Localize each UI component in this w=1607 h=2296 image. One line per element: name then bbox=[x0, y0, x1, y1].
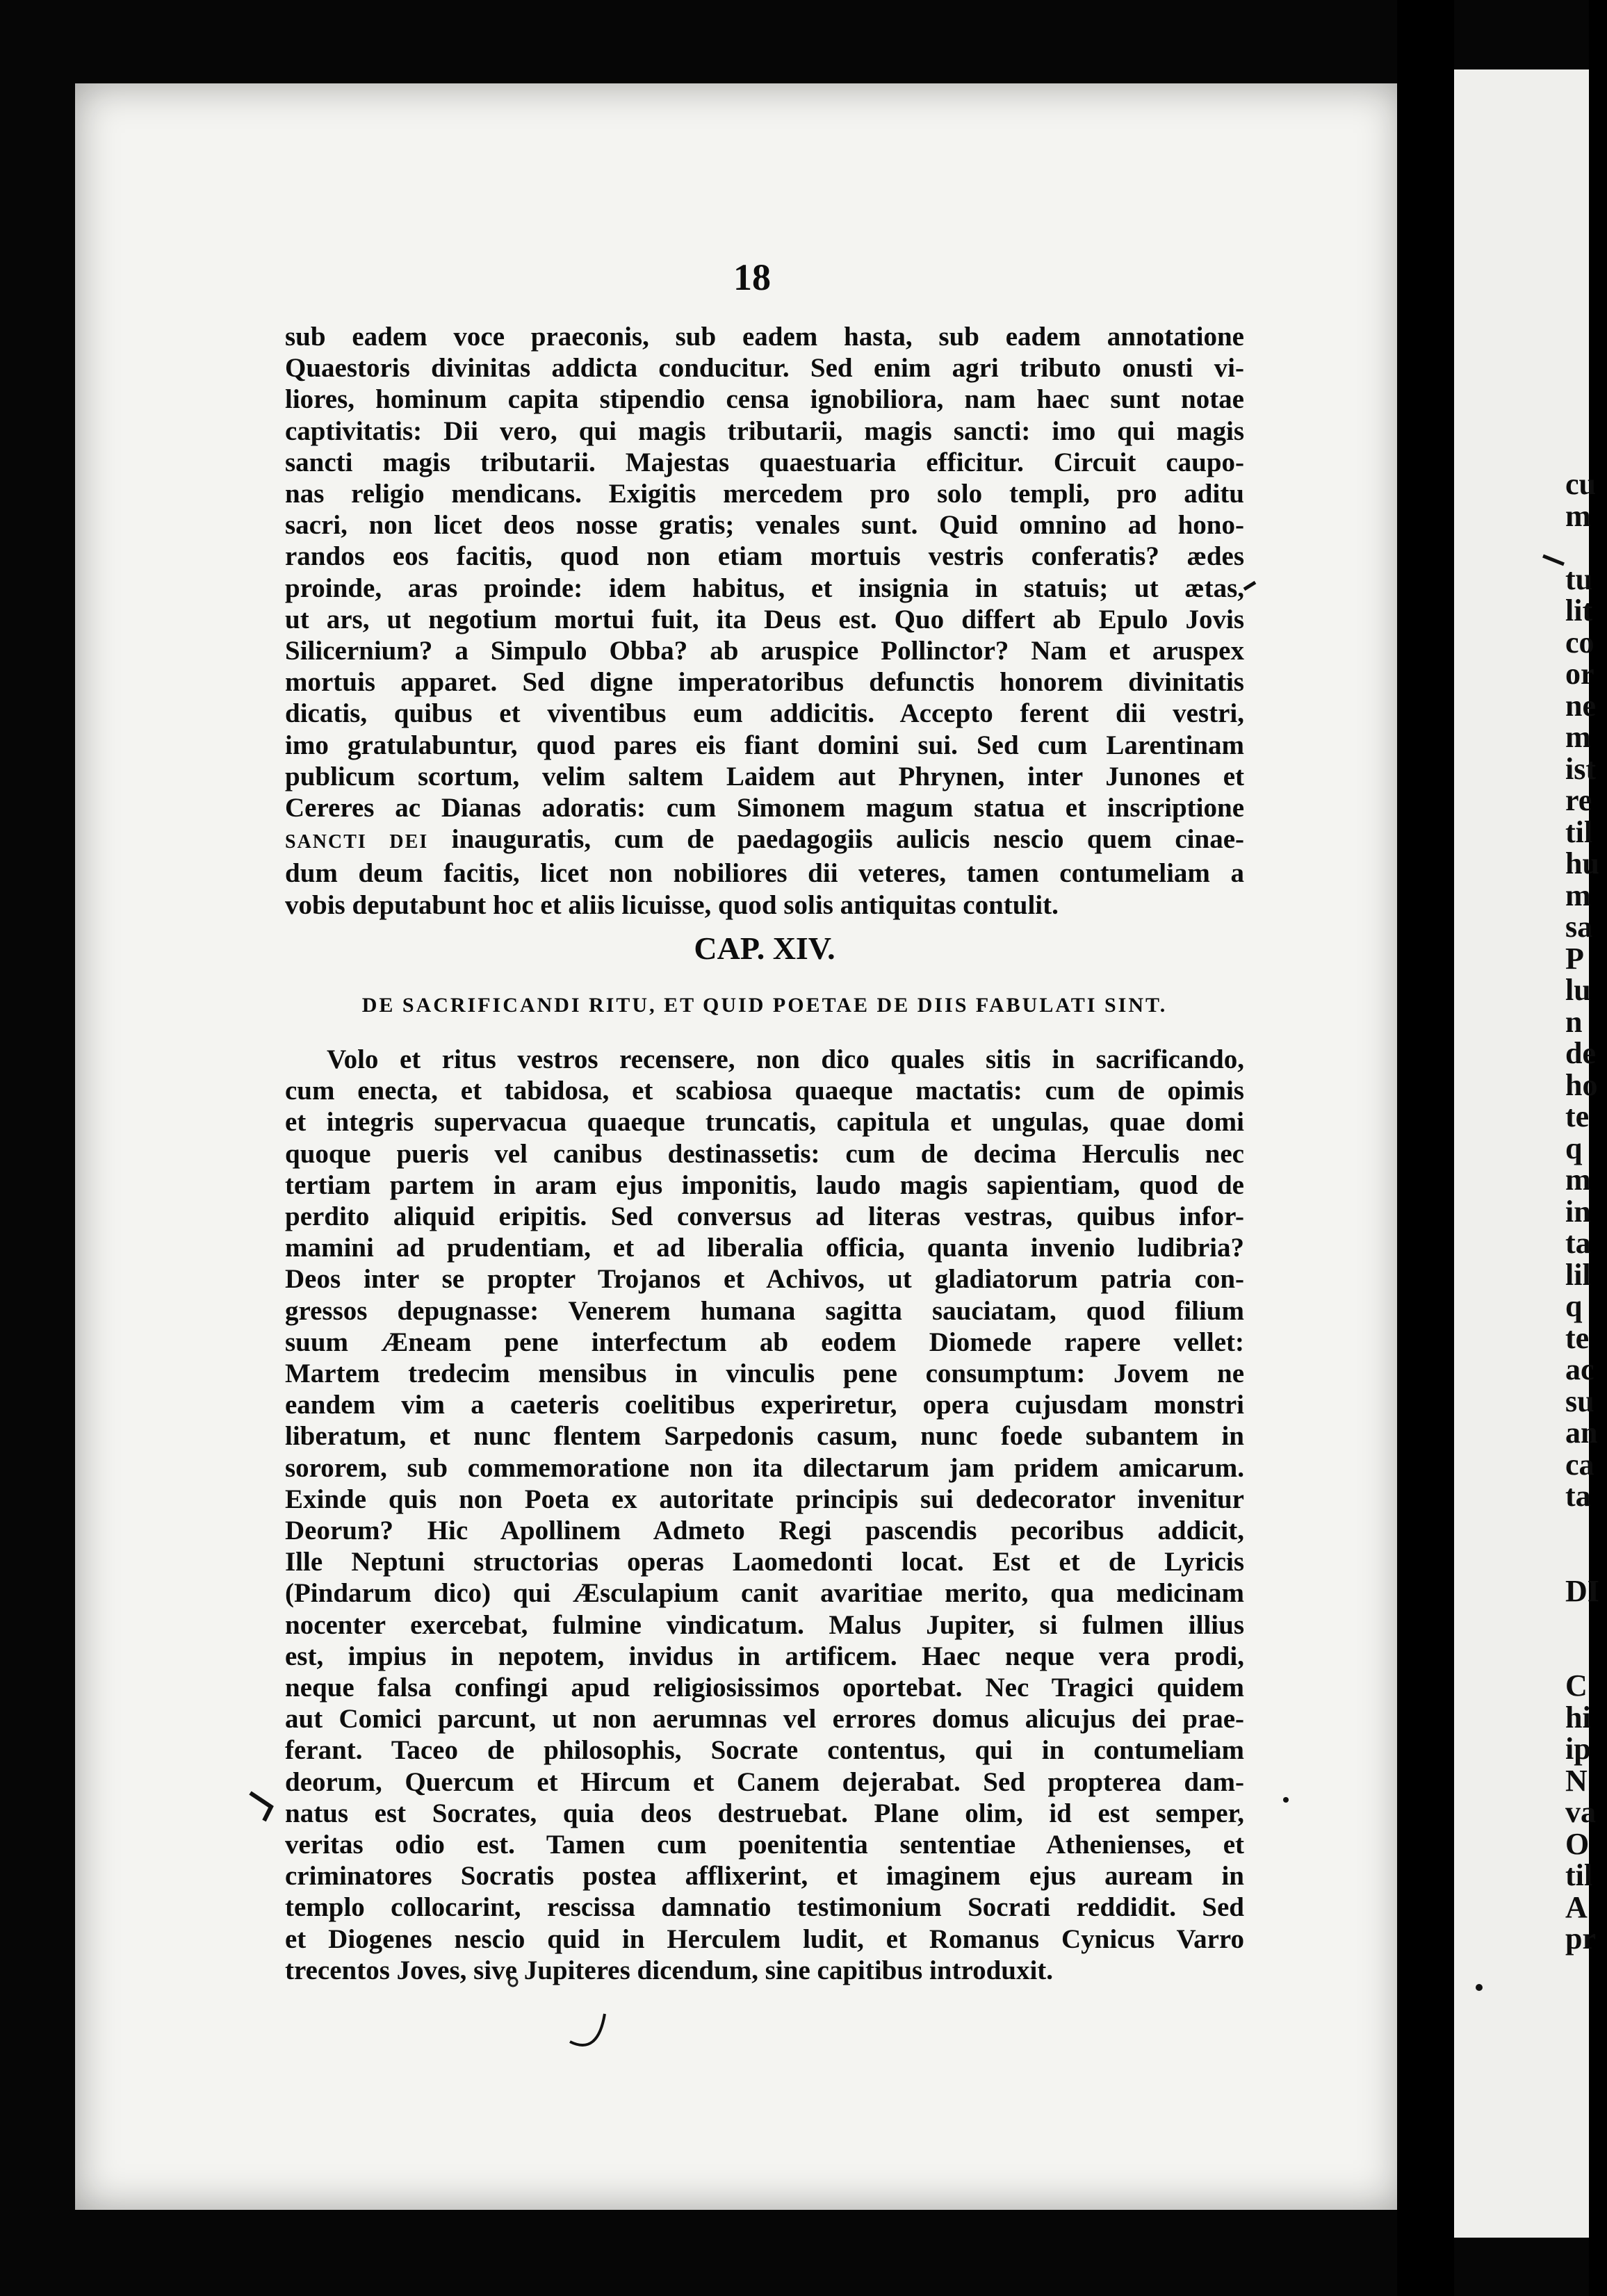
text-line: nas religio mendicans. Exigitis mercedem pro solo templi, pro aditu bbox=[285, 479, 1244, 509]
text-line: neque falsa confingi apud religiosissimos oportebat. Nec Tragici quidem bbox=[285, 1673, 1244, 1703]
facing-page-fragment: DI bbox=[1565, 1573, 1599, 1608]
text-line: sancti magis tributarii. Majestas quaestuaria efficitur. Circuit caupo- bbox=[285, 447, 1244, 477]
text-line: templo collocarint, rescissa damnatio testimonium Socrati reddidit. Sed bbox=[285, 1892, 1244, 1923]
facing-page-fragment: A bbox=[1565, 1889, 1588, 1924]
text-line: liberatum, et nunc flentem Sarpedonis casum, nunc foede subantem in bbox=[285, 1421, 1244, 1452]
text-line: veritas odio est. Tamen cum poenitentia sententiae Athenienses, et bbox=[285, 1830, 1244, 1860]
facing-page-fragment: O bbox=[1565, 1826, 1590, 1861]
facing-page-fragment: m bbox=[1565, 1163, 1591, 1197]
facing-page-fragment: te bbox=[1565, 1099, 1590, 1133]
facing-page-fragment: n bbox=[1565, 1004, 1583, 1039]
text-line: liores, hominum capita stipendio censa ignobiliora, nam haec sunt notae bbox=[285, 384, 1244, 415]
facing-page-fragment: ca bbox=[1565, 1447, 1594, 1482]
text-line: quoque pueris vel canibus destinassetis: cum de decima Herculis nec bbox=[285, 1138, 1244, 1169]
facing-page-fragment: ip bbox=[1565, 1732, 1591, 1766]
text-line: (Pindarum dico) qui Æsculapium canit avaritiae merito, qua medicinam bbox=[285, 1578, 1244, 1609]
facing-page-fragment: P bbox=[1565, 941, 1584, 976]
text-line: ferant. Taceo de philosophis, Socrate contentus, qui in contumeliam bbox=[285, 1735, 1244, 1766]
text-line: aut Comici parcunt, ut non aerumnas vel errores domus alicujus dei prae- bbox=[285, 1704, 1244, 1735]
text-line: trecentos Joves, sive Jupiteres dicendum, sine capitibus introduxit. bbox=[285, 1955, 1054, 1985]
facing-page-fragment: pr bbox=[1565, 1921, 1596, 1955]
facing-page-fragment: re bbox=[1565, 783, 1592, 817]
facing-page-fragment: co bbox=[1565, 625, 1594, 659]
page-number: 18 bbox=[733, 256, 771, 298]
text-line: dicatis, quibus et viventibus eum addicitis. Accepto ferent dii vestri, bbox=[285, 698, 1244, 729]
facing-page-fragment: lit bbox=[1565, 593, 1593, 628]
text-line: mamini ad prudentiam, et ad liberalia officia, quanta invenio ludibria? bbox=[285, 1233, 1244, 1263]
text-line: Exinde quis non Poeta ex autoritate principis sui dedecorator invenitur bbox=[285, 1484, 1244, 1514]
text-line: sub eadem voce praeconis, sub eadem hasta, sub eadem annotatione bbox=[285, 322, 1244, 352]
text-line: et integris supervacua quaeque truncatis, capitula et ungulas, quae domi bbox=[285, 1107, 1244, 1138]
text-line: Volo et ritus vestros recensere, non dico quales sitis in sacrificando, bbox=[327, 1044, 1244, 1074]
text-line: natus est Socrates, quia deos destruebat. Plane olim, id est semper, bbox=[285, 1798, 1244, 1828]
facing-page-fragment: cu bbox=[1565, 467, 1596, 501]
text-line: cum enecta, et tabidosa, et scabiosa quaeque mactatis: cum de opimis bbox=[285, 1076, 1244, 1106]
text-line: randos eos facitis, quod non etiam mortuis vestris conferatis? ædes bbox=[285, 541, 1244, 572]
facing-page-fragment: te bbox=[1565, 1320, 1590, 1355]
text-line: publicum scortum, velim saltem Laidem aut Phrynen, inter Junones et bbox=[285, 761, 1244, 792]
facing-page-fragment: til bbox=[1565, 814, 1593, 849]
text-line: eandem vim a caeteris coelitibus experiretur, opera cujusdam monstri bbox=[285, 1390, 1244, 1420]
facing-page-fragment: ta bbox=[1565, 1226, 1591, 1260]
facing-page-fragment: ho bbox=[1565, 1067, 1598, 1102]
text-line: vobis deputabunt hoc et aliis licuisse, quod solis antiquitas contulit. bbox=[285, 889, 1059, 920]
text-line: proinde, aras proinde: idem habitus, et insignia in statuis; ut ætas, bbox=[285, 573, 1244, 603]
facing-page-fragment: ta bbox=[1565, 1479, 1591, 1513]
text-line: suum Æneam pene interfectum ab eodem Diomede rapere vellet: bbox=[285, 1327, 1244, 1357]
text-line: Ille Neptuni structorias operas Laomedonti locat. Est et de Lyricis bbox=[285, 1547, 1244, 1577]
facing-page-fragment: va bbox=[1565, 1795, 1596, 1829]
text-line: mortuis apparet. Sed digne imperatoribus defunctis honorem divinitatis bbox=[285, 667, 1244, 698]
facing-page-fragment: tu bbox=[1565, 561, 1593, 596]
text-line: SANCTI DEI inauguratis, cum de paedagogiis aulicis nescio quem cinae- bbox=[285, 824, 1244, 855]
facing-page-fragment: lu bbox=[1565, 973, 1591, 1007]
facing-page-fragment: m bbox=[1565, 720, 1591, 754]
text-line: et Diogenes nescio quid in Herculem ludit, et Romanus Cynicus Varro bbox=[285, 1924, 1244, 1954]
text-line: dum deum facitis, licet non nobiliores dii veteres, tamen contumeliam a bbox=[285, 858, 1244, 889]
facing-page-fragment: in bbox=[1565, 1194, 1591, 1229]
text-line: tertiam partem in aram ejus imponitis, laudo magis sapientiam, quod de bbox=[285, 1170, 1244, 1200]
facing-page-fragment: q bbox=[1565, 1289, 1583, 1323]
chapter-title: CAP. XIV. bbox=[694, 930, 835, 966]
facing-page-fragment: hu bbox=[1565, 846, 1599, 880]
text-line: perdito aliquid eripitis. Sed conversus ad literas vestras, quibus infor- bbox=[285, 1202, 1244, 1232]
text-line: deorum, Quercum et Hircum et Canem dejerabat. Sed propterea dam- bbox=[285, 1766, 1244, 1797]
text-line: sacri, non licet deos nosse gratis; venales sunt. Quid omnino ad hono- bbox=[285, 510, 1244, 541]
facing-page-fragment: sa bbox=[1565, 910, 1593, 944]
facing-page-fragment: an bbox=[1565, 1416, 1598, 1450]
text-line: Deos inter se propter Trojanos et Achivos, ut gladiatorum patria con- bbox=[285, 1264, 1244, 1295]
facing-page-fragment: C bbox=[1565, 1668, 1588, 1703]
facing-page-fragment: m bbox=[1565, 878, 1591, 912]
section-heading: DE SACRIFICANDI RITU, ET QUID POETAE DE DIIS FABULATI SINT. bbox=[361, 994, 1168, 1017]
facing-page-fragment: til bbox=[1565, 1858, 1593, 1892]
text-line: criminatores Socratis postea afflixerint, et imaginem ejus auream in bbox=[285, 1861, 1244, 1892]
facing-page-fragment: m bbox=[1565, 498, 1591, 533]
text-line: Cereres ac Dianas adoratis: cum Simonem magum statua et inscriptione bbox=[285, 793, 1244, 823]
facing-page-fragment: hi bbox=[1565, 1700, 1591, 1735]
text-line: nocenter exercebat, fulmine vindicatum. Malus Jupiter, si fulmen illius bbox=[285, 1609, 1244, 1640]
facing-page-fragment: q bbox=[1565, 1131, 1583, 1165]
facing-page-fragment: lil bbox=[1565, 1257, 1591, 1292]
facing-page-fragment: ne bbox=[1565, 688, 1596, 723]
facing-page-fragment: N bbox=[1565, 1763, 1588, 1798]
text-line: Deorum? Hic Apollinem Admeto Regi pascendis pecoribus addicit, bbox=[285, 1516, 1244, 1546]
text-line: Martem tredecim mensibus in vinculis pene consumptum: Jovem ne bbox=[285, 1359, 1244, 1389]
text-line: ut ars, ut negotium mortui fuit, ita Deus est. Quo differt ab Epulo Jovis bbox=[285, 604, 1244, 634]
text-line: imo gratulabuntur, quod pares eis fiant domini sui. Sed cum Larentinam bbox=[285, 730, 1244, 760]
facing-page-fragment: su bbox=[1565, 1384, 1594, 1418]
text-line: gressos depugnasse: Venerem humana sagitta sauciatam, quod filium bbox=[285, 1295, 1244, 1326]
text-line: est, impius in nepotem, invidus in artificem. Haec neque vera prodi, bbox=[285, 1641, 1244, 1671]
facing-page-fragment: or bbox=[1565, 657, 1594, 691]
text-line: sororem, sub commemoratione non ita dilectarum jam pridem amicarum. bbox=[285, 1452, 1244, 1483]
facing-page-fragment: ac bbox=[1565, 1352, 1594, 1386]
text-line: captivitatis: Dii vero, qui magis tributarii, magis sancti: imo qui magis bbox=[285, 416, 1244, 446]
text-line: Silicernium? a Simpulo Obba? ab aruspice Pollinctor? Nam et aruspex bbox=[285, 636, 1244, 666]
facing-page-fragment: de bbox=[1565, 1036, 1596, 1070]
facing-page-fragment: ist bbox=[1565, 751, 1596, 786]
text-line: Quaestoris divinitas addicta conducitur. Sed enim agri tributo onusti vi- bbox=[285, 353, 1244, 384]
